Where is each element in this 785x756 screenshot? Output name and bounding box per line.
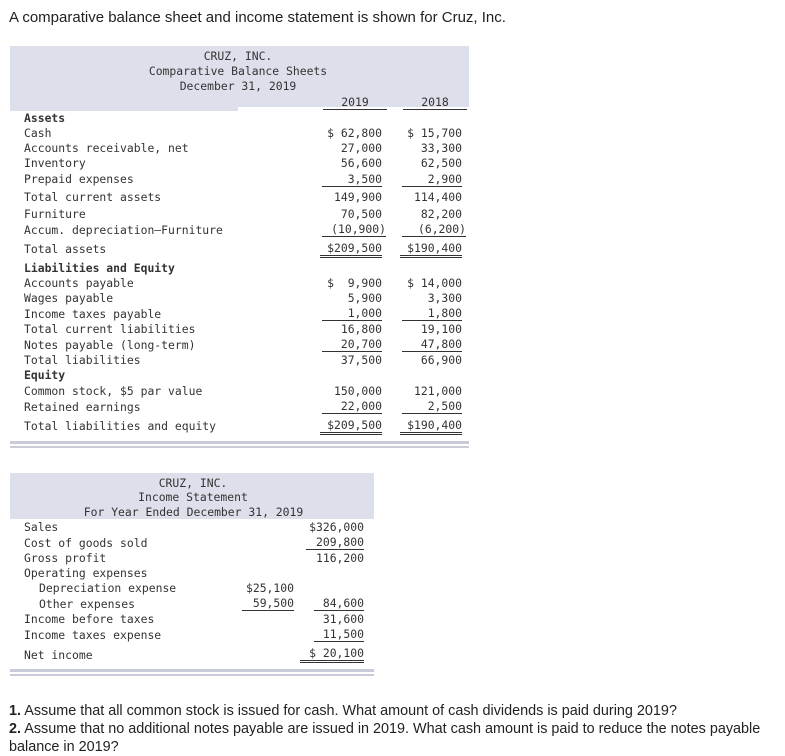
question-2 bbox=[9, 720, 779, 756]
bs-row-2018: $ 14,000 bbox=[407, 276, 462, 290]
bs-row-2019: $ 9,900 bbox=[327, 276, 382, 290]
bs-row-2019: $ 62,800 bbox=[327, 126, 382, 140]
bs-row-2018: 82,200 bbox=[420, 207, 462, 221]
bs-row-2019: 70,500 bbox=[340, 207, 382, 221]
is-row-value: $25,100 bbox=[245, 581, 294, 595]
bs-row-label: Total liabilities and equity bbox=[24, 419, 217, 433]
question-1 bbox=[9, 702, 779, 720]
is-row-label: Other expenses bbox=[39, 597, 136, 611]
bs-col-2019: 2019 bbox=[323, 95, 387, 110]
is-row-label: Depreciation expense bbox=[39, 581, 177, 595]
bs-row-2018: (6,200) bbox=[402, 222, 466, 237]
bs-row-label: Retained earnings bbox=[24, 400, 141, 414]
bs-row-label: Accounts payable bbox=[24, 276, 134, 290]
liabilities-heading: Liabilities and Equity bbox=[24, 261, 175, 275]
bs-row-label: Total assets bbox=[24, 242, 107, 256]
bs-row-2018: $190,400 bbox=[400, 418, 462, 435]
is-row-label: Sales bbox=[24, 520, 59, 534]
bs-row-2019: 3,500 bbox=[322, 172, 382, 187]
bs-row-2019: 149,900 bbox=[333, 190, 382, 204]
bs-row-2019: 20,700 bbox=[322, 337, 382, 352]
is-row-value: 59,500 bbox=[242, 596, 294, 611]
bs-row-2018: 47,800 bbox=[402, 337, 462, 352]
opex-heading: Operating expenses bbox=[24, 566, 148, 580]
bs-row-label: Wages payable bbox=[24, 291, 114, 305]
is-row-value: 209,800 bbox=[306, 535, 364, 550]
bs-row-2019: 150,000 bbox=[333, 384, 382, 398]
bs-row-label: Inventory bbox=[24, 156, 86, 170]
is-row-value: 116,200 bbox=[315, 551, 364, 565]
bs-row-2018: 1,800 bbox=[402, 306, 462, 321]
bs-row-label: Total current liabilities bbox=[24, 322, 196, 336]
bs-row-2019: (10,900) bbox=[322, 222, 386, 237]
bs-row-label: Total current assets bbox=[24, 190, 162, 204]
bs-row-2019: 16,800 bbox=[340, 322, 382, 336]
bs-row-2018: 33,300 bbox=[420, 141, 462, 155]
bs-row-2018: 19,100 bbox=[420, 322, 462, 336]
bs-row-label: Total liabilities bbox=[24, 353, 141, 367]
bs-row-label: Accounts receivable, net bbox=[24, 141, 189, 155]
is-company: CRUZ, INC. bbox=[158, 476, 228, 490]
equity-heading: Equity bbox=[24, 368, 66, 382]
bs-row-label: Furniture bbox=[24, 207, 86, 221]
is-period: For Year Ended December 31, 2019 bbox=[83, 505, 304, 519]
bs-row-2019: 5,900 bbox=[347, 291, 382, 305]
bs-row-label: Notes payable (long-term) bbox=[24, 338, 196, 352]
bs-row-2019: 37,500 bbox=[340, 353, 382, 367]
bs-date: December 31, 2019 bbox=[179, 79, 297, 93]
question-2-number: 2. bbox=[9, 721, 22, 737]
bs-row-2018: $190,400 bbox=[400, 241, 462, 258]
bs-row-2018: 121,000 bbox=[413, 384, 462, 398]
bs-row-label: Common stock, $5 par value bbox=[24, 384, 203, 398]
bs-col-2018: 2018 bbox=[403, 95, 467, 110]
bs-row-label: Income taxes payable bbox=[24, 307, 162, 321]
is-row-label: Cost of goods sold bbox=[24, 536, 148, 550]
bs-company: CRUZ, INC. bbox=[203, 49, 273, 63]
is-row-value: $326,000 bbox=[309, 520, 364, 534]
bs-row-2018: 2,900 bbox=[402, 172, 462, 187]
bs-row-label: Cash bbox=[24, 126, 52, 140]
question-1-text: Assume that all common stock is issued for cash. What amount of cash dividends is paid during 2019? bbox=[24, 703, 677, 719]
question-1-number: 1. bbox=[9, 703, 22, 719]
question-2-text: Assume that no additional notes payable are issued in 2019. What cash amount is paid to reduce the notes payable balance in 2019? bbox=[9, 721, 761, 755]
is-title: Income Statement bbox=[138, 490, 248, 504]
bs-row-2018: $ 15,700 bbox=[407, 126, 462, 140]
is-row-total: 84,600 bbox=[314, 596, 364, 611]
bs-row-2018: 114,400 bbox=[413, 190, 462, 204]
bs-row-2019: $209,500 bbox=[320, 241, 382, 258]
is-row-value: 11,500 bbox=[314, 627, 364, 642]
bs-title: Comparative Balance Sheets bbox=[148, 64, 328, 78]
bs-row-2019: 1,000 bbox=[322, 306, 382, 321]
is-row-label: Gross profit bbox=[24, 551, 107, 565]
is-row-value: 31,600 bbox=[322, 612, 364, 626]
is-row-label: Net income bbox=[24, 648, 93, 662]
bs-row-label: Accum. depreciation—Furniture bbox=[24, 223, 223, 237]
intro-text: A comparative balance sheet and income statement is shown for Cruz, Inc. bbox=[9, 9, 506, 26]
bs-row-2019: 56,600 bbox=[340, 156, 382, 170]
bs-row-2019: 27,000 bbox=[340, 141, 382, 155]
bs-row-2019: 22,000 bbox=[322, 399, 382, 414]
bs-row-2018: 2,500 bbox=[402, 399, 462, 414]
is-row-label: Income before taxes bbox=[24, 612, 155, 626]
bs-row-2018: 3,300 bbox=[427, 291, 462, 305]
bs-row-2018: 62,500 bbox=[420, 156, 462, 170]
bs-row-label: Prepaid expenses bbox=[24, 172, 134, 186]
is-row-value: $ 20,100 bbox=[300, 646, 364, 663]
bs-row-2019: $209,500 bbox=[320, 418, 382, 435]
is-row-label: Income taxes expense bbox=[24, 628, 162, 642]
bs-row-2018: 66,900 bbox=[420, 353, 462, 367]
assets-heading: Assets bbox=[24, 111, 66, 125]
